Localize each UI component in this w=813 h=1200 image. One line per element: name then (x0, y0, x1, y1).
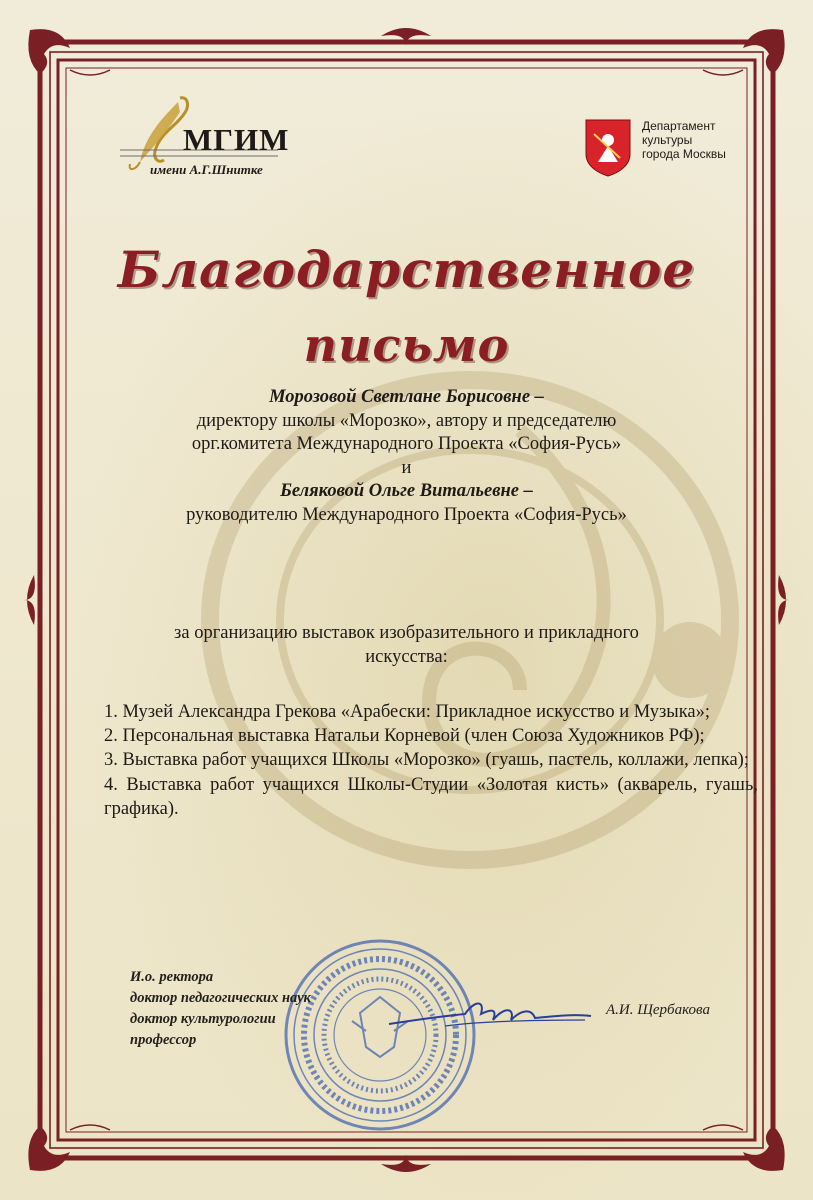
recipient-1-role-line-2: орг.комитета Международного Проекта «София-Русь» (191, 434, 622, 455)
recipient-2-name: Беляковой Ольге Витальевне – (280, 481, 533, 502)
list-item: 4. Выставка работ учащихся Школы-Студии «Золотая кисть» (акварель, гуашь, графика). (104, 774, 758, 819)
signatory-titles: И.о. ректора доктор педагогических наук доктор культурологии профессор (130, 969, 311, 1048)
moscow-coat-of-arms-icon (584, 118, 634, 178)
title-line-1: Благодарственное (117, 240, 696, 299)
recipients-conjunction: и (401, 457, 412, 478)
recipient-1-role-line-1: директору школы «Морозко», автору и председателю (196, 410, 617, 431)
recipient-1-name: Морозовой Светлане Борисовне – (269, 387, 544, 407)
handwritten-signature (385, 990, 595, 1040)
recipients-block (90, 386, 723, 528)
list-item: 2. Персональная выставка Натальи Корневой (член Союза Художников РФ); (104, 726, 705, 747)
signer-name: А.И. Щербакова (606, 1002, 710, 1018)
mgim-logo-name: МГИМ (183, 122, 290, 157)
mgim-logo-subtitle: имени А.Г.Шнитке (150, 162, 263, 177)
reason-text: за организацию выставок изобразительного и прикладного искусства: (174, 623, 639, 667)
dept-culture-logo-text: Департамент культуры города Москвы (642, 119, 726, 161)
title-line-2: письмо (303, 318, 510, 372)
recipient-2-role: руководителю Международного Проекта «София-Русь» (186, 504, 627, 525)
list-item: 1. Музей Александра Грекова «Арабески: Прикладное искусство и Музыка»; (104, 702, 711, 722)
exhibitions-list (104, 700, 758, 821)
list-item: 3. Выставка работ учащихся Школы «Морозко» (гуашь, пастель, коллажи, лепка); (104, 750, 749, 771)
